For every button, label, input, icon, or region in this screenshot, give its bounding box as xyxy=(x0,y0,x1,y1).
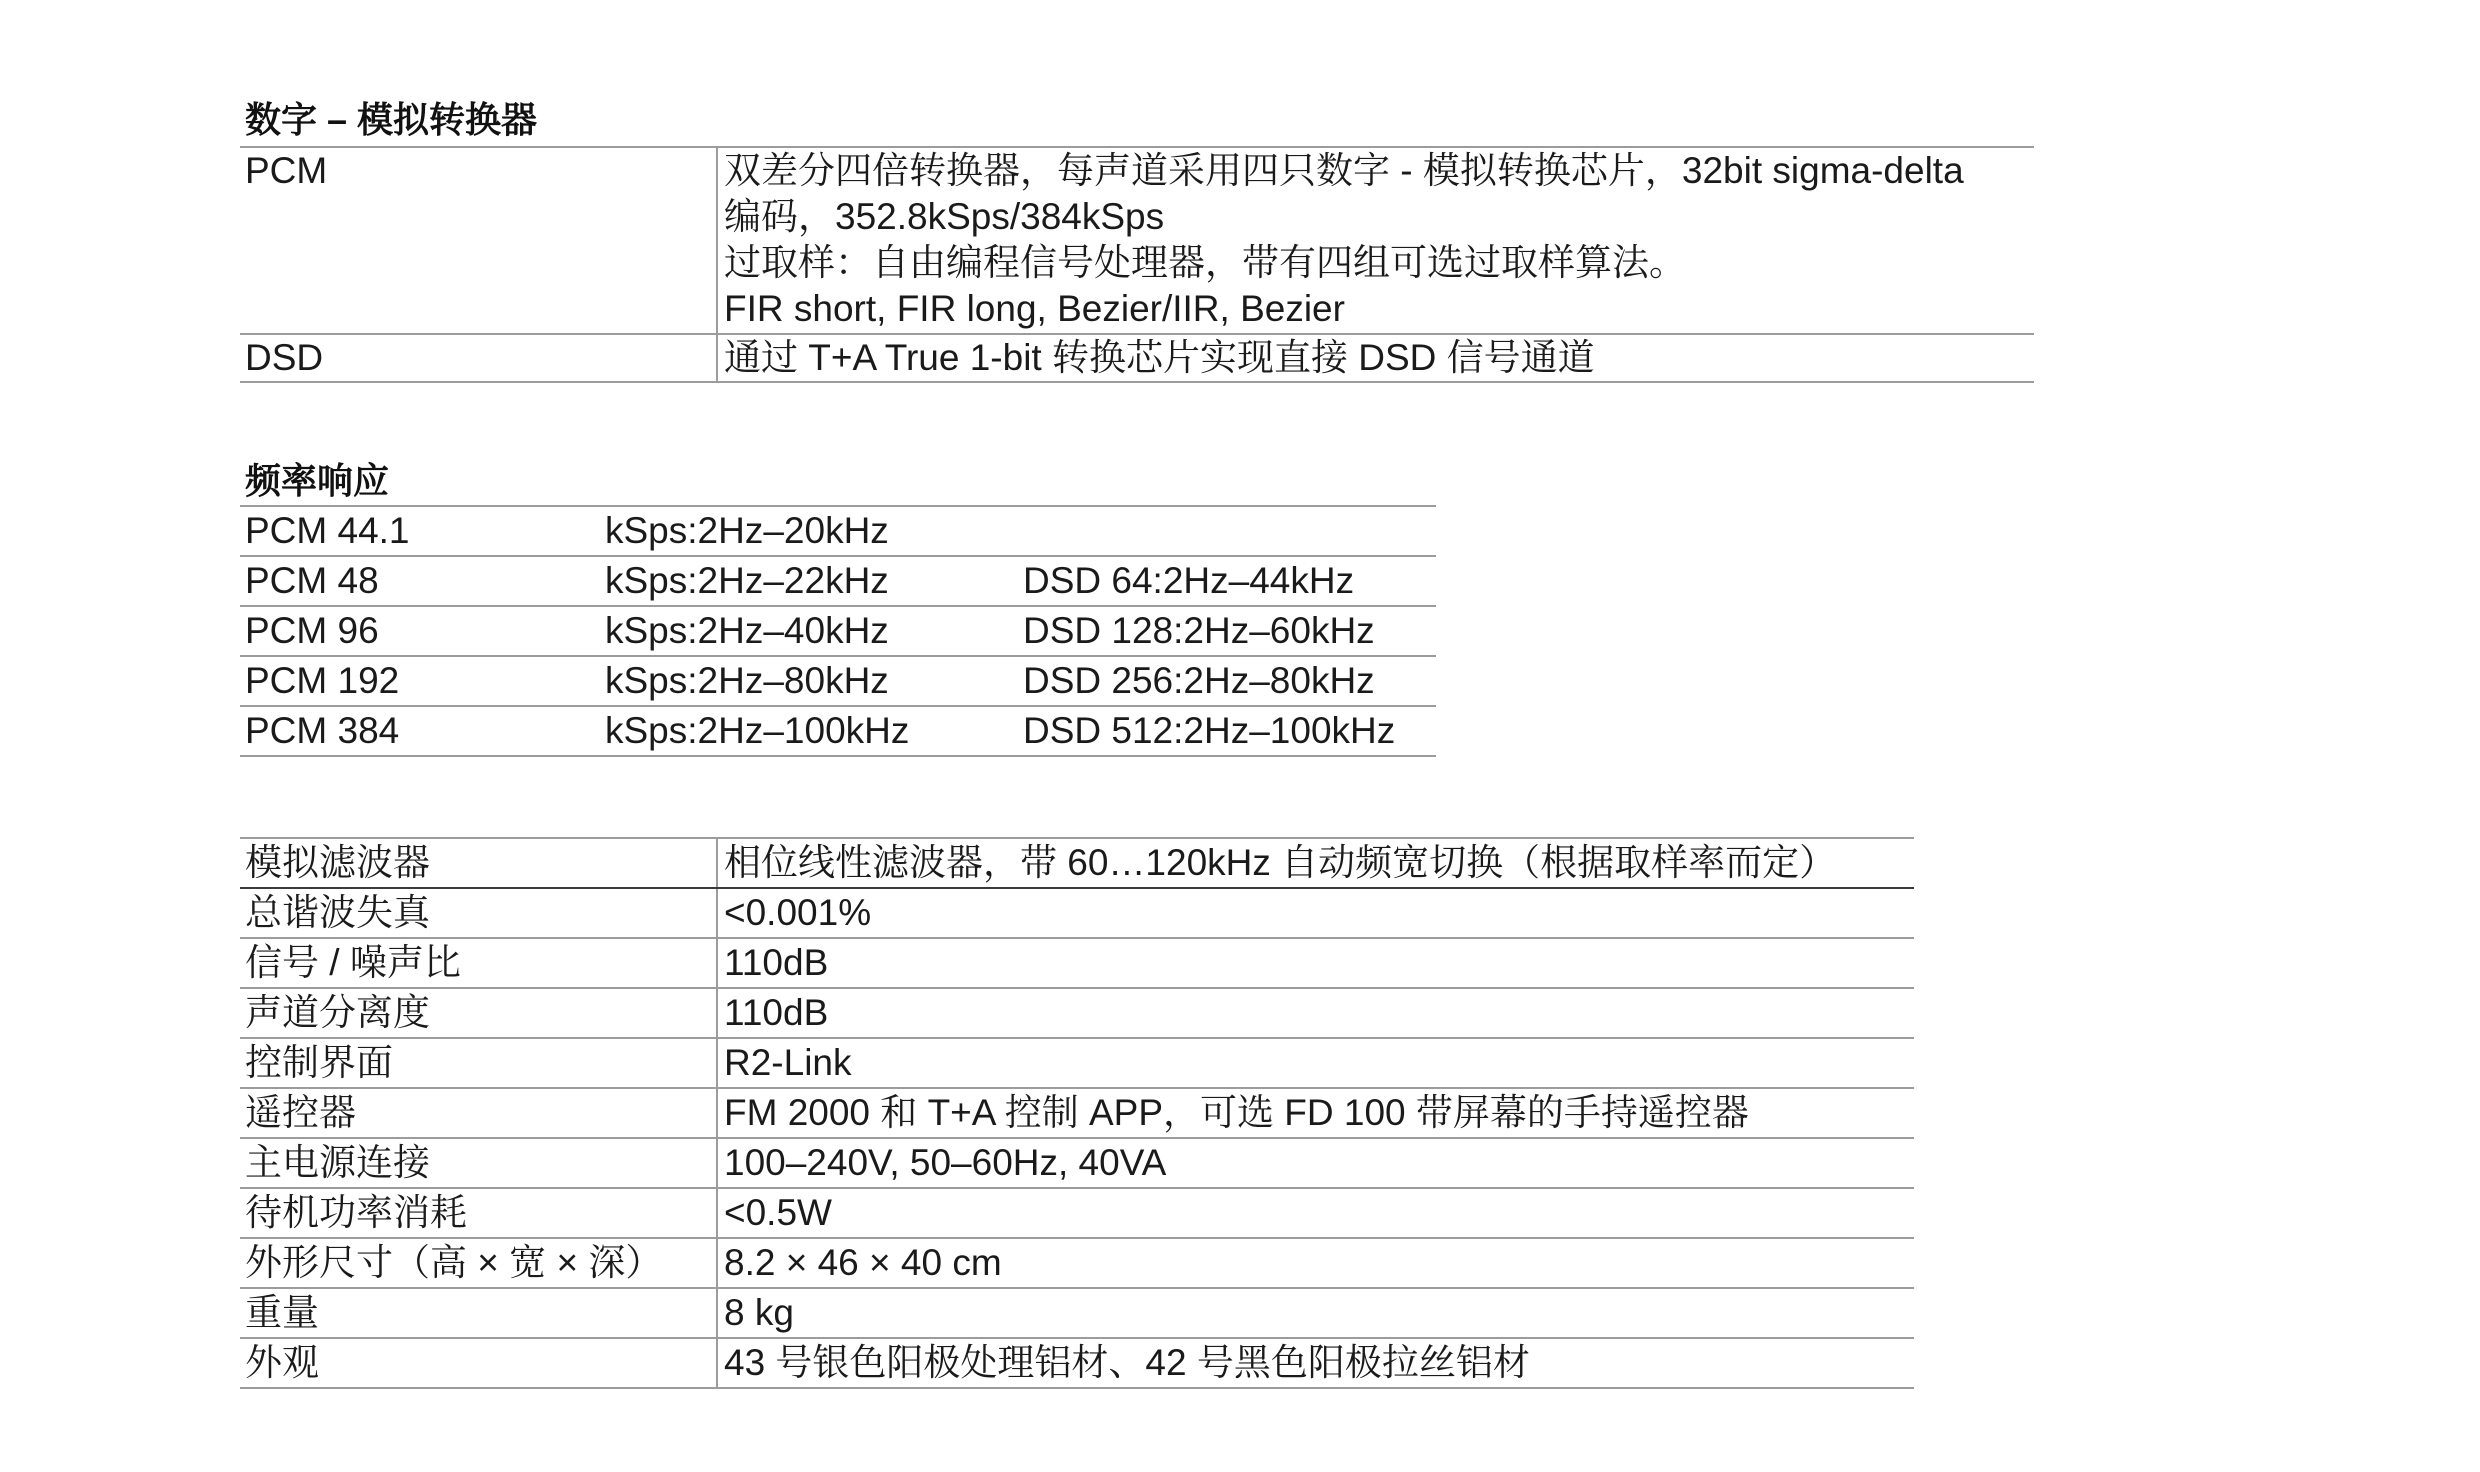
spec-value: 110dB xyxy=(724,942,829,983)
dac-value-line: FIR short, FIR long, Bezier/IIR, Bezier xyxy=(724,288,1345,329)
spec-label: 主电源连接 xyxy=(240,1139,718,1187)
freq-pcm-rate: PCM 192 xyxy=(245,660,400,701)
dac-value-line: 编码，352.8kSps/384kSps xyxy=(724,196,1165,237)
spec-value: <0.001% xyxy=(724,892,872,933)
freq-pcm-rate: PCM 48 xyxy=(245,560,379,601)
freq-pcm-rate: PCM 96 xyxy=(245,610,379,651)
spec-label: 外观 xyxy=(240,1339,718,1387)
freq-row xyxy=(240,707,1436,757)
freq-pcm-rate: PCM 44.1 xyxy=(245,510,410,551)
freq-row xyxy=(240,507,1436,557)
dac-row-label: PCM xyxy=(240,148,718,333)
spec-label: 重量 xyxy=(240,1289,718,1337)
freq-pcm-range: kSps:2Hz–22kHz xyxy=(605,560,889,601)
dac-row-label: DSD xyxy=(240,335,718,381)
freq-dsd-range: DSD 64:2Hz–44kHz xyxy=(1023,560,1355,601)
dac-value-line: 过取样：自由编程信号处理器，带有四组可选过取样算法。 xyxy=(724,242,1686,283)
freq-row xyxy=(240,657,1436,707)
general-specs-table xyxy=(240,837,1914,1389)
spec-label: 信号 / 噪声比 xyxy=(240,939,718,987)
spec-row xyxy=(240,1239,1914,1289)
spec-value: 8.2 × 46 × 40 cm xyxy=(724,1242,1002,1283)
spec-label: 遥控器 xyxy=(240,1089,718,1137)
spec-row xyxy=(240,989,1914,1039)
freq-pcm-rate: PCM 384 xyxy=(245,710,400,751)
spec-row xyxy=(240,1339,1914,1389)
spec-value: 100–240V, 50–60Hz, 40VA xyxy=(724,1142,1167,1183)
spec-row xyxy=(240,1039,1914,1089)
freq-dsd-range: DSD 128:2Hz–60kHz xyxy=(1023,610,1375,651)
spec-label: 控制界面 xyxy=(240,1039,718,1087)
spec-row xyxy=(240,1139,1914,1189)
dac-row-dsd xyxy=(240,335,2034,383)
spec-value: 43 号银色阳极处理铝材、42 号黑色阳极拉丝铝材 xyxy=(724,1342,1530,1383)
freq-pcm-range: kSps:2Hz–40kHz xyxy=(605,610,889,651)
spec-row xyxy=(240,889,1914,939)
spec-row xyxy=(240,1089,1914,1139)
spec-label: 模拟滤波器 xyxy=(240,839,718,887)
spec-label: 声道分离度 xyxy=(240,989,718,1037)
spec-label: 待机功率消耗 xyxy=(240,1189,718,1237)
spec-row xyxy=(240,939,1914,989)
freq-pcm-range: kSps:2Hz–20kHz xyxy=(605,510,889,551)
spec-row xyxy=(240,1189,1914,1239)
spec-row xyxy=(240,1289,1914,1339)
dac-row-value xyxy=(718,148,1964,333)
frequency-response-table xyxy=(240,505,1436,757)
dac-value-line: 通过 T+A True 1-bit 转换芯片实现直接 DSD 信号通道 xyxy=(724,337,1595,378)
spec-label: 外形尺寸（高 × 宽 × 深） xyxy=(240,1239,718,1287)
spec-value: <0.5W xyxy=(724,1192,832,1233)
freq-row xyxy=(240,607,1436,657)
dac-row-value xyxy=(718,335,1595,381)
spec-value: 8 kg xyxy=(724,1292,794,1333)
section-title-dac: 数字 – 模拟转换器 xyxy=(245,99,538,140)
spec-value: FM 2000 和 T+A 控制 APP，可选 FD 100 带屏幕的手持遥控器 xyxy=(724,1092,1749,1133)
freq-dsd-range: DSD 512:2Hz–100kHz xyxy=(1023,710,1396,751)
freq-pcm-range: kSps:2Hz–100kHz xyxy=(605,710,910,751)
spec-row xyxy=(240,839,1914,889)
dac-value-line: 双差分四倍转换器，每声道采用四只数字 - 模拟转换芯片，32bit sigma-delta xyxy=(724,150,1964,191)
spec-label: 总谐波失真 xyxy=(240,889,718,937)
spec-value: 110dB xyxy=(724,992,829,1033)
spec-value: R2-Link xyxy=(724,1042,852,1083)
freq-dsd-range xyxy=(1023,507,1436,555)
dac-row-pcm xyxy=(240,148,2034,335)
spec-value: 相位线性滤波器，带 60…120kHz 自动频宽切换（根据取样率而定） xyxy=(724,842,1837,883)
freq-row xyxy=(240,557,1436,607)
dac-table xyxy=(240,146,2034,383)
section-title-frequency-response: 频率响应 xyxy=(245,460,390,501)
freq-dsd-range: DSD 256:2Hz–80kHz xyxy=(1023,660,1375,701)
freq-pcm-range: kSps:2Hz–80kHz xyxy=(605,660,889,701)
